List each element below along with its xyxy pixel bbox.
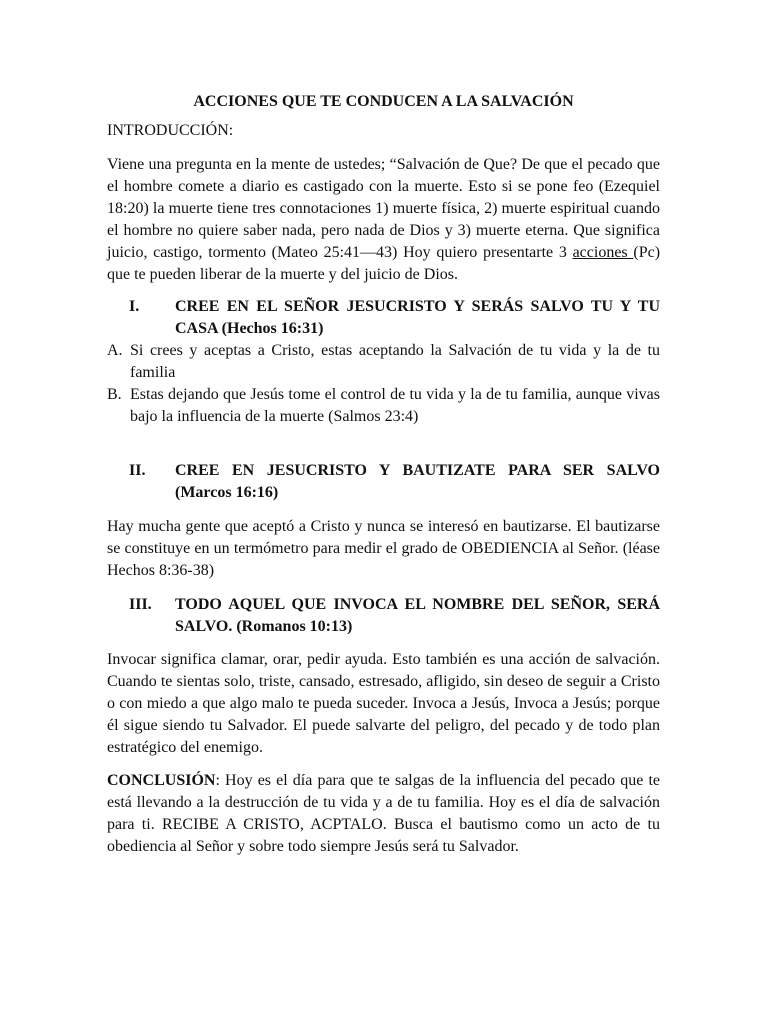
intro-text-end: (Pc) que te pueden liberar de la muerte y del juicio de Dios. [107,244,661,283]
section-number: I. [129,298,140,315]
section-3-paragraph: Invocar significa clamar, orar, pedir ayuda. Esto también es una acción de salvación. Cuando te sientas solo, triste, cansado, estresado, afligido, sin deseo de seguir a Cristo o con miedo a que algo malo te pueda suceder. Invoca a Jesús, Invoca a Jesús; porque él sigue siendo tu Salvador. El puede salvarte del peligro, del pecado y de todo plan estratégico del enemigo. [107,651,660,756]
list-item-text: Estas dejando que Jesús tome el control de tu vida y la de tu familia, aunque vivas bajo la influencia de la muerte (Salmos 23:4) [130,386,660,425]
list-item [107,340,660,384]
section-1-heading [107,296,660,340]
intro-paragraph [107,154,660,286]
intro-text: Viene una pregunta en la mente de ustedes; “Salvación de Que? De que el pecado que el hombre comete a diario es castigado con la muerte. Esto si se pone feo (Ezequiel 18:20) la muerte tiene tres connotaciones 1) muerte física, 2) muerte espiritual cuando el hombre no quiere saber nada, pero nada de Dios y 3) muerte eterna. Que significa juicio, castigo, tormento (Mateo 25:41—43) Hoy quiero presentarte 3 [107,156,660,261]
section-number: II. [129,462,146,479]
list-marker: B. [107,386,122,403]
section-title: CREE EN EL SEÑOR JESUCRISTO Y SERÁS SALVO TU Y TU CASA (Hechos 16:31) [175,298,660,337]
section-1-list [107,340,660,428]
list-marker: A. [107,342,123,359]
section-title: TODO AQUEL QUE INVOCA EL NOMBRE DEL SEÑOR, SERÁ SALVO. (Romanos 10:13) [175,596,660,635]
section-number: III. [129,596,152,613]
acciones-underlined: acciones [572,244,634,261]
list-item [107,384,660,428]
page-title: ACCIONES QUE TE CONDUCEN A LA SALVACIÓN [193,93,574,110]
conclusion-label: CONCLUSIÓN [107,772,216,789]
conclusion-text: : Hoy es el día para que te salgas de la influencia del pecado que te está llevando a la destrucción de tu vida y a de tu familia. Hoy es el día de salvación para ti. RECIBE A CRISTO, ACPTALO. Busca el bautismo como un acto de tu obediencia al Señor y sobre todo siempre Jesús será tu Salvador. [107,772,660,855]
section-2-heading [107,460,660,504]
section-2-paragraph: Hay mucha gente que aceptó a Cristo y nunca se interesó en bautizarse. El bautizarse se constituye en un termómetro para medir el grado de OBEDIENCIA al Señor. (léase Hechos 8:36-38) [107,518,660,579]
section-3-heading [107,594,660,638]
document-page [107,91,660,858]
intro-heading: INTRODUCCIÓN: [107,122,234,139]
conclusion-paragraph [107,770,660,858]
list-item-text: Si crees y aceptas a Cristo, estas aceptando la Salvación de tu vida y la de tu familia [130,342,660,381]
section-title: CREE EN JESUCRISTO Y BAUTIZATE PARA SER SALVO (Marcos 16:16) [175,462,660,501]
